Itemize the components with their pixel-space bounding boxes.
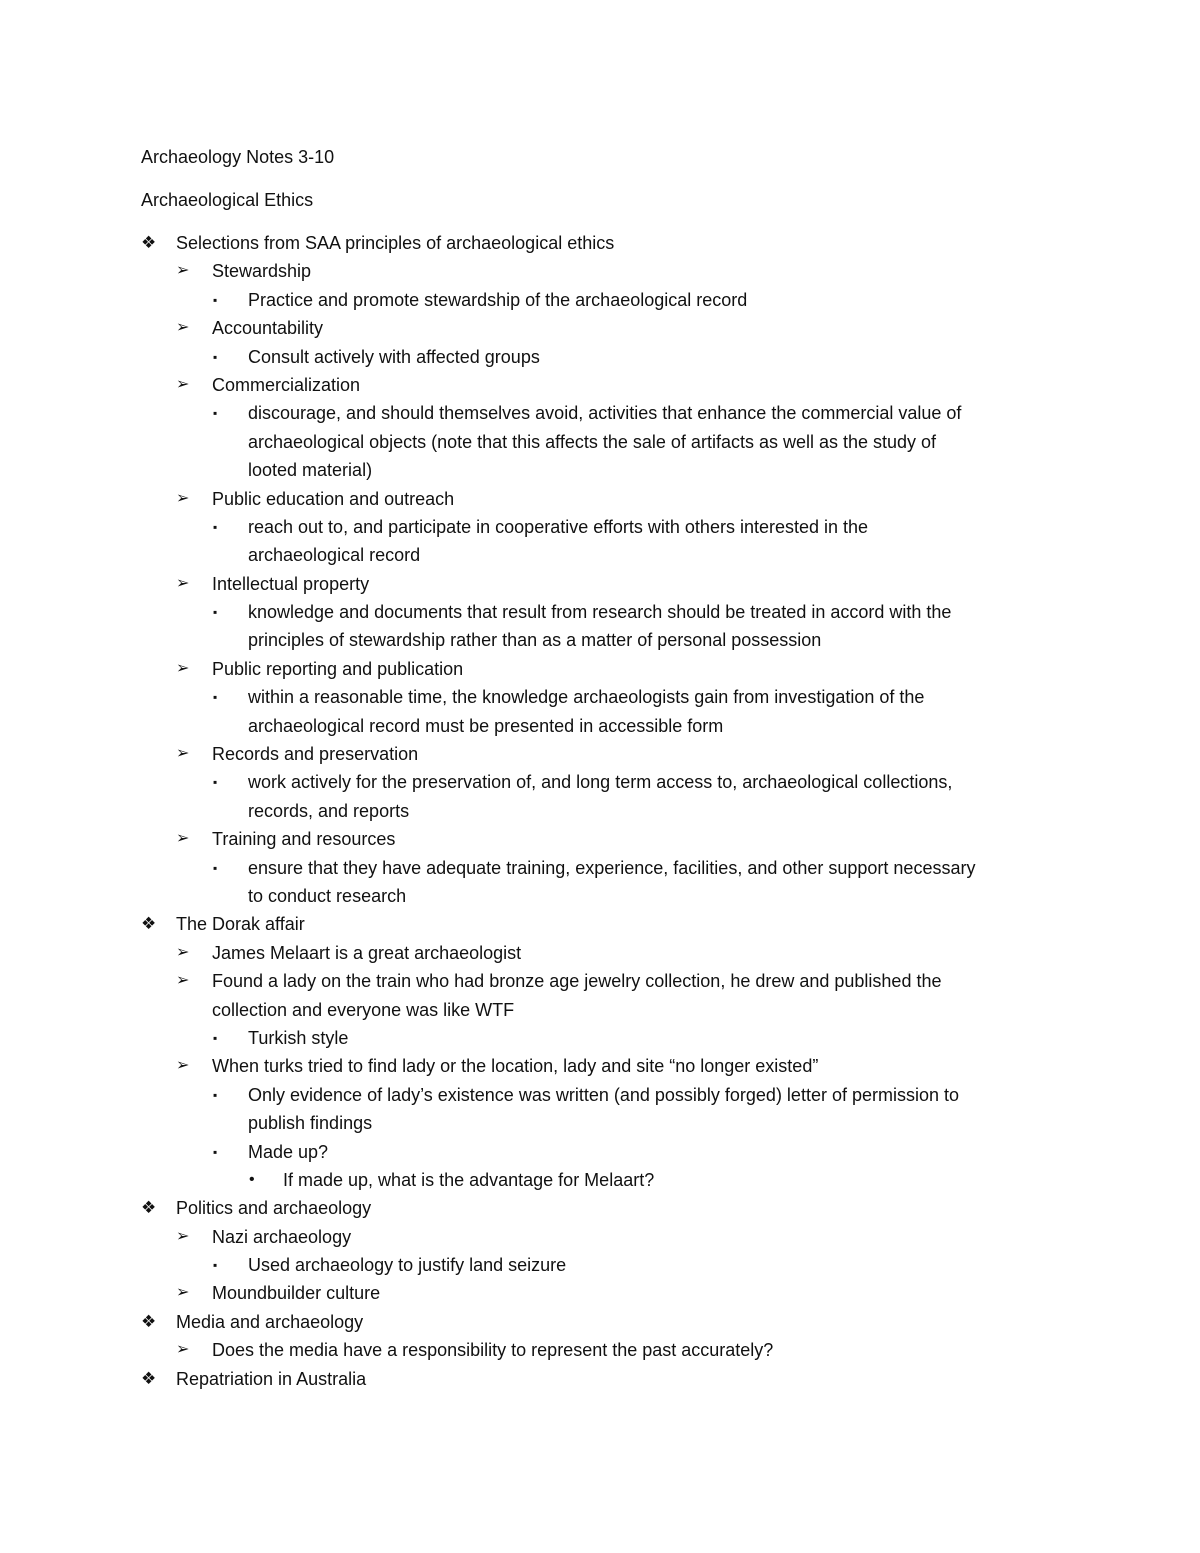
outline-line-text: Turkish style <box>248 1027 349 1048</box>
outline-line-level-3 <box>0 286 1200 314</box>
diamond-bullet-icon: ❖ <box>141 1198 157 1218</box>
outline-list <box>0 229 1200 1393</box>
outline-line-level-3 <box>0 1251 1200 1279</box>
square-bullet-icon: ▪ <box>213 406 218 421</box>
outline-line-level-3 <box>0 1109 1200 1137</box>
outline-line-text: archaeological record <box>248 545 421 566</box>
arrow-bullet-icon: ➢ <box>176 319 190 337</box>
outline-line-text: Consult actively with affected groups <box>248 346 540 367</box>
outline-line-level-3 <box>0 598 1200 626</box>
outline-line-text: records, and reports <box>248 800 410 821</box>
outline-line-level-2 <box>0 939 1200 967</box>
square-bullet-icon: ▪ <box>213 860 218 875</box>
outline-line-text: The Dorak affair <box>176 914 305 935</box>
square-bullet-icon: ▪ <box>213 519 218 534</box>
arrow-bullet-icon: ➢ <box>176 659 190 677</box>
square-bullet-icon: ▪ <box>213 349 218 364</box>
square-bullet-icon: ▪ <box>213 775 218 790</box>
outline-line-text: Only evidence of lady’s existence was written (and possibly forged) letter of permission to <box>248 1084 960 1105</box>
square-bullet-icon: ▪ <box>213 1030 218 1045</box>
arrow-bullet-icon: ➢ <box>176 1057 190 1075</box>
outline-line-level-2 <box>0 1052 1200 1080</box>
outline-line-text: collection and everyone was like WTF <box>212 999 515 1020</box>
outline-line-text: looted material) <box>248 460 373 481</box>
outline-line-level-4 <box>0 1166 1200 1194</box>
outline-line-text: Public reporting and publication <box>212 658 464 679</box>
arrow-bullet-icon: ➢ <box>176 830 190 848</box>
outline-line-text: Made up? <box>248 1141 329 1162</box>
outline-line-level-2 <box>0 740 1200 768</box>
outline-line-level-2 <box>0 1223 1200 1251</box>
square-bullet-icon: ▪ <box>213 690 218 705</box>
outline-line-text: Selections from SAA principles of archaeological ethics <box>176 233 615 253</box>
arrow-bullet-icon: ➢ <box>176 489 190 507</box>
outline-line-text: Practice and promote stewardship of the archaeological record <box>248 289 748 310</box>
outline-line-text: Moundbuilder culture <box>212 1283 381 1304</box>
arrow-bullet-icon: ➢ <box>176 745 190 763</box>
outline-line-text: When turks tried to find lady or the location, lady and site “no longer existed” <box>212 1056 819 1077</box>
outline-line-text: Records and preservation <box>212 744 419 765</box>
arrow-bullet-icon: ➢ <box>176 375 190 393</box>
outline-line-level-1 <box>0 229 1200 257</box>
outline-line-text: work actively for the preservation of, and long term access to, archaeological collections, <box>248 772 953 793</box>
outline-line-text: to conduct research <box>248 885 407 906</box>
diamond-bullet-icon: ❖ <box>141 1311 157 1331</box>
outline-line-level-2 <box>0 314 1200 342</box>
square-bullet-icon: ▪ <box>213 292 218 307</box>
outline-line-level-3 <box>0 1024 1200 1052</box>
outline-line-text: Stewardship <box>212 261 312 282</box>
outline-line-text: Nazi archaeology <box>212 1226 352 1247</box>
outline-line-level-3 <box>0 541 1200 569</box>
outline-line-text: discourage, and should themselves avoid, activities that enhance the commercial value of <box>248 403 962 424</box>
square-bullet-icon: ▪ <box>213 1087 218 1102</box>
outline-line-level-3 <box>0 1138 1200 1166</box>
outline-line-level-2 <box>0 825 1200 853</box>
diamond-bullet-icon: ❖ <box>141 1368 157 1388</box>
arrow-bullet-icon: ➢ <box>176 972 190 990</box>
outline-line-text: Used archaeology to justify land seizure <box>248 1255 567 1276</box>
outline-line-text: Accountability <box>212 318 324 339</box>
document-title: Archaeology Notes 3-10 <box>141 147 335 167</box>
arrow-bullet-icon: ➢ <box>176 574 190 592</box>
arrow-bullet-icon: ➢ <box>176 943 190 961</box>
outline-line-level-3 <box>0 456 1200 484</box>
outline-line-text: Training and resources <box>212 829 396 850</box>
diamond-bullet-icon: ❖ <box>141 914 157 934</box>
square-bullet-icon: ▪ <box>213 1258 218 1273</box>
outline-line-level-1 <box>0 910 1200 938</box>
outline-line-text: Commercialization <box>212 374 361 395</box>
outline-line-level-3 <box>0 428 1200 456</box>
outline-line-level-3 <box>0 343 1200 371</box>
outline-line-level-3 <box>0 882 1200 910</box>
outline-line-level-3 <box>0 797 1200 825</box>
outline-line-level-2 <box>0 570 1200 598</box>
outline-line-level-2 <box>0 257 1200 285</box>
outline-line-level-2 <box>0 1336 1200 1364</box>
outline-line-level-2 <box>0 655 1200 683</box>
outline-line-text: Media and archaeology <box>176 1311 364 1332</box>
outline-line-text: Repatriation in Australia <box>176 1368 367 1389</box>
square-bullet-icon: ▪ <box>213 1144 218 1159</box>
outline-line-text: Politics and archaeology <box>176 1198 372 1219</box>
outline-line-text: Intellectual property <box>212 573 370 594</box>
arrow-bullet-icon: ➢ <box>176 1227 190 1245</box>
outline-line-level-2 <box>0 1279 1200 1307</box>
outline-line-level-3 <box>0 513 1200 541</box>
outline-line-text: knowledge and documents that result from research should be treated in accord with the <box>248 602 952 623</box>
outline-line-text: Does the media have a responsibility to represent the past accurately? <box>212 1340 774 1361</box>
outline-line-text: James Melaart is a great archaeologist <box>212 942 522 963</box>
outline-line-level-2 <box>0 967 1200 995</box>
outline-line-text: reach out to, and participate in cooperative efforts with others interested in the <box>248 516 869 537</box>
arrow-bullet-icon: ➢ <box>176 1341 190 1359</box>
outline-line-level-3 <box>0 854 1200 882</box>
outline-line-text: ensure that they have adequate training, experience, facilities, and other support necessary <box>248 857 976 878</box>
outline-line-level-3 <box>0 1081 1200 1109</box>
outline-line-level-3 <box>0 626 1200 654</box>
outline-line-text: archaeological objects (note that this affects the sale of artifacts as well as the study of <box>248 431 937 452</box>
outline-line-text: Found a lady on the train who had bronze age jewelry collection, he drew and published the <box>212 971 942 992</box>
outline-line-level-2 <box>0 996 1200 1024</box>
outline-line-level-2 <box>0 485 1200 513</box>
outline-line-level-1 <box>0 1308 1200 1336</box>
outline-line-text: If made up, what is the advantage for Melaart? <box>283 1169 655 1190</box>
outline-line-text: within a reasonable time, the knowledge archaeologists gain from investigation of the <box>248 687 925 708</box>
outline-line-level-3 <box>0 768 1200 796</box>
outline-line-level-1 <box>0 1194 1200 1222</box>
outline-line-level-3 <box>0 683 1200 711</box>
outline-line-text: Public education and outreach <box>212 488 455 509</box>
outline-line-level-3 <box>0 712 1200 740</box>
section-heading: Archaeological Ethics <box>141 190 314 210</box>
arrow-bullet-icon: ➢ <box>176 1284 190 1302</box>
outline-line-text: publish findings <box>248 1113 373 1134</box>
outline-line-level-3 <box>0 399 1200 427</box>
outline-line-text: principles of stewardship rather than as a matter of personal possession <box>248 630 822 651</box>
outline-line-level-2 <box>0 371 1200 399</box>
arrow-bullet-icon: ➢ <box>176 262 190 280</box>
dot-bullet-icon: • <box>249 1170 255 1188</box>
diamond-bullet-icon: ❖ <box>141 233 157 252</box>
outline-line-text: archaeological record must be presented in accessible form <box>248 715 724 736</box>
outline-line-level-1 <box>0 1365 1200 1393</box>
square-bullet-icon: ▪ <box>213 605 218 620</box>
